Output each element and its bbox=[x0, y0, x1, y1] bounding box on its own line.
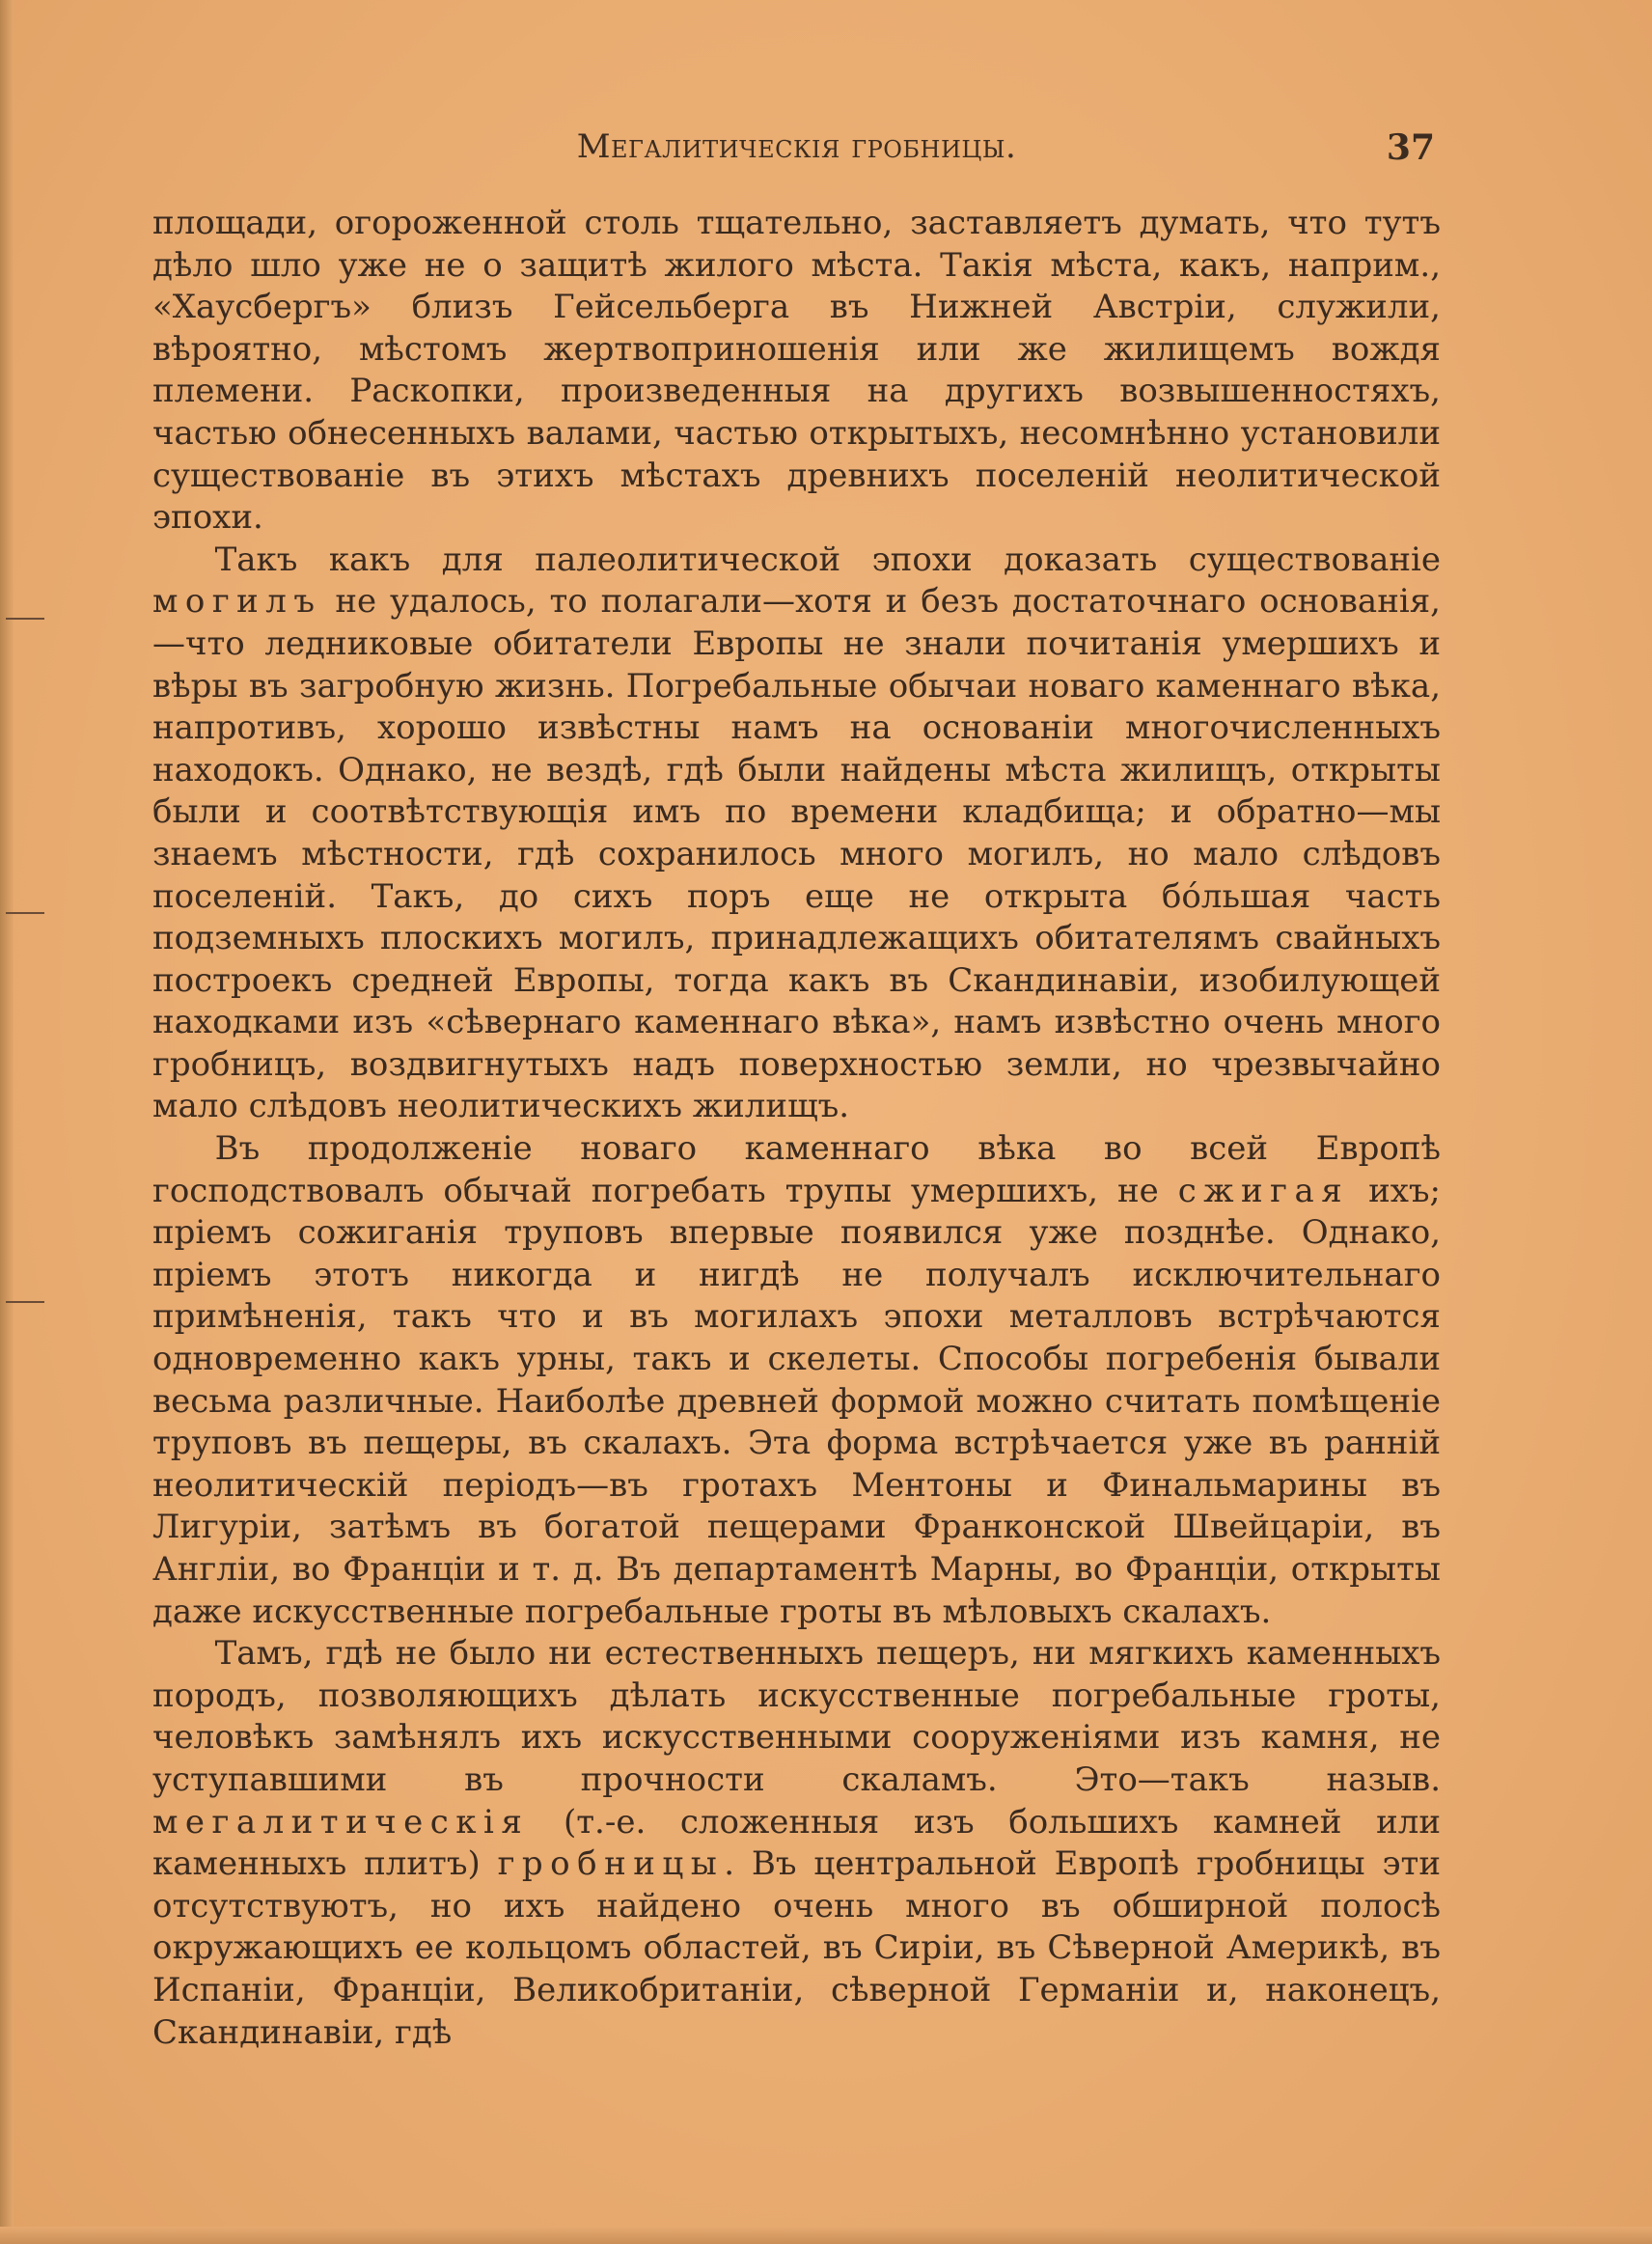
paragraph-text: Такъ какъ для палеолитической эпохи доказать существованіе bbox=[214, 540, 1441, 579]
paragraph-2 bbox=[152, 540, 1441, 1128]
page-left-edge bbox=[0, 0, 14, 2244]
paragraph-text: (т.-е. сложенныя изъ большихъ камней или каменныхъ плитъ) bbox=[152, 1802, 1441, 1884]
margin-tick bbox=[6, 1301, 44, 1303]
running-head bbox=[152, 127, 1441, 176]
body-text bbox=[152, 203, 1441, 2054]
paragraph-1 bbox=[152, 203, 1441, 540]
emphasized-word: сжигая bbox=[1177, 1171, 1350, 1210]
paragraph-text: не удалось, то полагали—хотя и безъ достаточнаго основанія,—что ледниковые обитатели Европы не знали почитанія умершихъ и вѣры въ загробную жизнь. Погребальные обычаи новаго каменнаго вѣка, напротивъ, хорошо извѣстны намъ на основаніи многочисленныхъ находокъ. Однако, не вездѣ, гдѣ были найдены мѣста жилищъ, открыты были и соотвѣтствующія имъ по времени кладбища; и обратно—мы знаемъ мѣстности, гдѣ сохранилось много могилъ, но мало слѣдовъ поселеній. Такъ, до сихъ поръ еще не открыта бóльшая часть подземныхъ плоскихъ могилъ, принадлежащихъ обитателямъ свайныхъ построекъ средней Европы, тогда какъ въ Скандинавіи, изобилующей находками изъ «сѣвернаго каменнаго вѣка», намъ извѣстно очень много гробницъ, воздвигнутыхъ надъ поверхностью земли, но чрезвычайно мало слѣдовъ неолитическихъ жилищъ. bbox=[152, 582, 1441, 1126]
paragraph-text: Въ продолженіе новаго каменнаго вѣка во всей Европѣ господствовалъ обычай погребать трупы умершихъ, не bbox=[152, 1129, 1441, 1210]
emphasized-word: мегалитическія bbox=[152, 1802, 530, 1842]
paragraph-text: Тамъ, гдѣ не было ни естественныхъ пещеръ, ни мягкихъ каменныхъ породъ, позволяющихъ дѣлать искусственные погребальные гроты, человѣкъ замѣнялъ ихъ искусственными сооруженіями изъ камня, не уступавшими въ прочности скаламъ. Это—такъ назыв. bbox=[152, 1634, 1441, 1799]
emphasized-word: могилъ bbox=[152, 582, 322, 622]
paragraph-text: . Въ центральной Европѣ гробницы эти отсутствуютъ, но ихъ найдено очень много въ обширной полосѣ окружающихъ ее кольцомъ областей, въ Сиріи, въ Сѣверной Америкѣ, въ Испаніи, Франціи, Великобританіи, сѣверной Германіи и, наконецъ, Скандинавіи, гдѣ bbox=[152, 1844, 1441, 2052]
paragraph-text: ихъ; пріемъ сожиганія труповъ впервые появился уже позднѣе. Однако, пріемъ этотъ никогда и нигдѣ не получалъ исключительнаго примѣненія, такъ что и въ могилахъ эпохи металловъ встрѣчаются одновременно какъ урны, такъ и скелеты. Способы погребенія бывали весьма различные. Наиболѣе древней формой можно считать помѣщеніе труповъ въ пещеры, въ скалахъ. Эта форма встрѣчается уже въ ранній неолитическій періодъ—въ гротахъ Ментоны и Финальмарины въ Лигуріи, затѣмъ въ богатой пещерами Франконской Швейцаріи, въ Англіи, во Франціи и т. д. Въ департаментѣ Марны, во Франціи, открыты даже искусственные погребальные гроты въ мѣловыхъ скалахъ. bbox=[152, 1171, 1442, 1631]
margin-tick bbox=[6, 912, 44, 914]
paragraph-text: площади, огороженной столь тщательно, заставляетъ думать, что тутъ дѣло шло уже не о защитѣ жилого мѣста. Такія мѣста, какъ, наприм., «Хаусбергъ» близъ Гейсельберга въ Нижней Австріи, служили, вѣроятно, мѣстомъ жертвоприношенія или же жилищемъ вождя племени. Раскопки, произведенныя на другихъ возвышенностяхъ, частью обнесенныхъ валами, частью открытыхъ, несомнѣнно установили существованіе въ этихъ мѣстахъ древнихъ поселеній неолитической эпохи. bbox=[152, 204, 1441, 538]
paragraph-3 bbox=[152, 1128, 1441, 1633]
running-head-title: Мегалитическія гробницы. bbox=[576, 127, 1017, 166]
page-number: 37 bbox=[1386, 127, 1435, 168]
emphasized-word: гробницы bbox=[497, 1844, 725, 1884]
margin-tick bbox=[6, 618, 44, 620]
paragraph-4 bbox=[152, 1633, 1441, 2054]
page-bottom-edge bbox=[0, 2227, 1652, 2244]
